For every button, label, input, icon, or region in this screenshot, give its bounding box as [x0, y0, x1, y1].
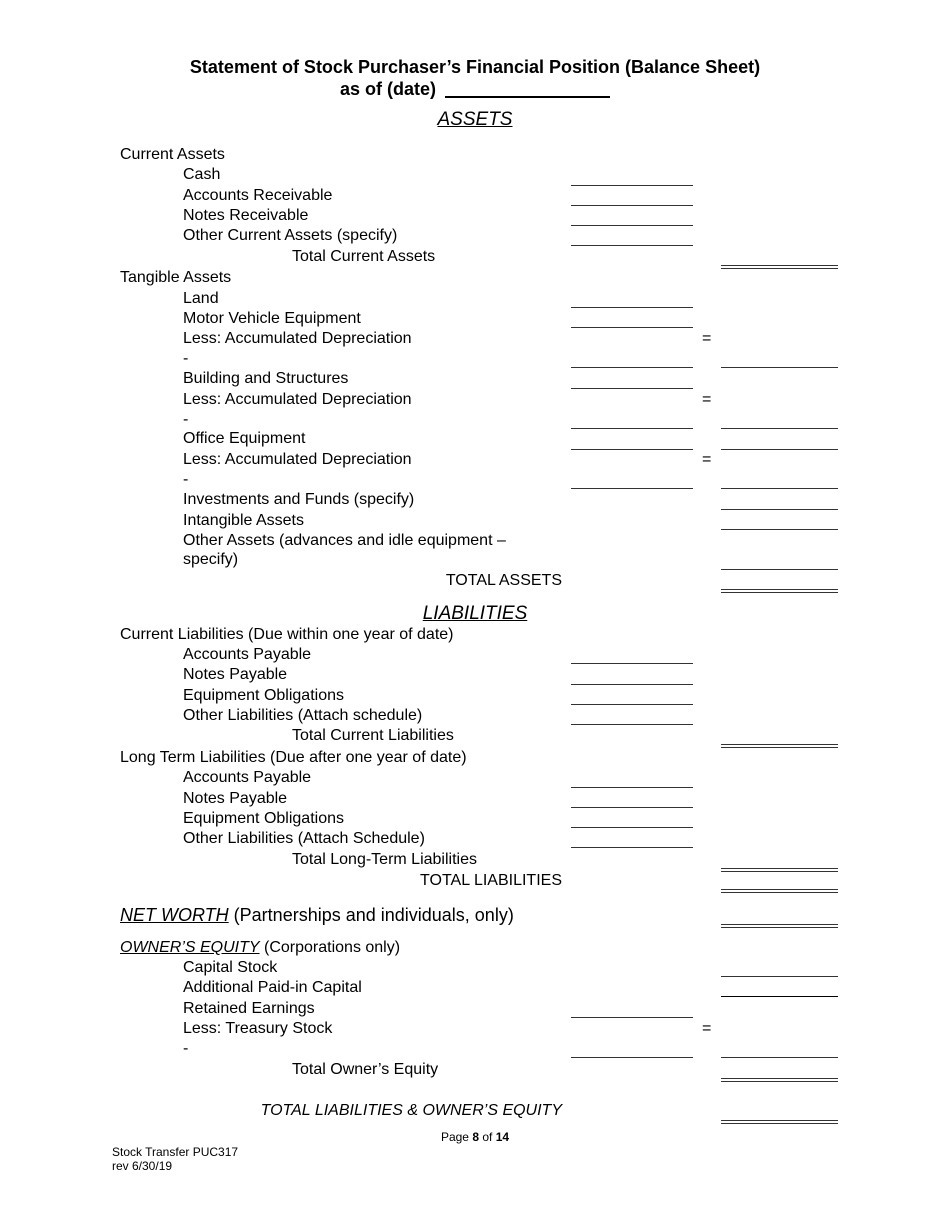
- buildings-net-field[interactable]: [721, 428, 838, 429]
- current-accounts-payable-label: Accounts Payable: [183, 646, 312, 663]
- total-long-term-liabilities-field[interactable]: [721, 868, 838, 872]
- net-worth-note: (Partnerships and individuals, only): [228, 905, 514, 925]
- form-revision: rev 6/30/19: [112, 1159, 173, 1173]
- long-notes-payable-field[interactable]: [571, 807, 693, 808]
- dash: -: [183, 1040, 189, 1057]
- page-number: [0, 1130, 950, 1145]
- notes-receivable-field[interactable]: [571, 225, 693, 226]
- total-long-term-liabilities-label: Total Long-Term Liabilities: [292, 851, 477, 868]
- page-current: 8: [472, 1130, 479, 1144]
- buildings-label: Building and Structures: [183, 370, 349, 387]
- office-equipment-label: Office Equipment: [183, 430, 306, 447]
- intangible-assets-field[interactable]: [721, 529, 838, 530]
- page-prefix: Page: [440, 1130, 473, 1144]
- paid-in-capital-field[interactable]: [721, 996, 838, 997]
- net-worth-field[interactable]: [721, 924, 838, 928]
- equals-sign: =: [702, 1020, 712, 1037]
- retained-earnings-field[interactable]: [571, 1017, 693, 1018]
- long-other-liabilities-label: Other Liabilities (Attach Schedule): [183, 830, 425, 847]
- accounts-receivable-label: Accounts Receivable: [183, 187, 333, 204]
- total-current-liabilities-label: Total Current Liabilities: [292, 727, 454, 744]
- equals-sign: =: [702, 391, 712, 408]
- liabilities-heading: LIABILITIES: [422, 603, 528, 624]
- capital-stock-field[interactable]: [721, 976, 838, 977]
- current-assets-label: Current Assets: [120, 146, 225, 163]
- owners-equity-note: (Corporations only): [259, 939, 401, 956]
- land-field[interactable]: [571, 307, 693, 308]
- owners-equity-row: [120, 938, 400, 958]
- capital-stock-label: Capital Stock: [183, 959, 278, 976]
- motor-vehicle-field[interactable]: [571, 327, 693, 328]
- long-notes-payable-label: Notes Payable: [183, 790, 288, 807]
- owners-equity-label: OWNER’S EQUITY: [120, 939, 260, 956]
- net-worth-label: NET WORTH: [120, 905, 229, 925]
- total-liabilities-equity-label: TOTAL LIABILITIES & OWNER’S EQUITY: [260, 1102, 562, 1119]
- cash-label: Cash: [183, 166, 221, 183]
- treasury-stock-label: Less: Treasury Stock: [183, 1020, 333, 1037]
- total-assets-field[interactable]: [721, 589, 838, 593]
- other-assets-label-cont: specify): [183, 551, 239, 568]
- equals-sign: =: [702, 330, 712, 347]
- motor-vehicle-label: Motor Vehicle Equipment: [183, 310, 361, 327]
- page-total: 14: [495, 1130, 510, 1144]
- total-owners-equity-label: Total Owner’s Equity: [292, 1061, 439, 1078]
- office-equipment-total-field[interactable]: [721, 449, 838, 450]
- long-accounts-payable-field[interactable]: [571, 787, 693, 788]
- office-equipment-field[interactable]: [571, 449, 693, 450]
- total-current-liabilities-field[interactable]: [721, 744, 838, 748]
- equals-sign: =: [702, 451, 712, 468]
- cash-field[interactable]: [571, 185, 693, 186]
- current-liabilities-label: Current Liabilities (Due within one year of date): [120, 626, 454, 643]
- total-liabilities-field[interactable]: [721, 889, 838, 893]
- total-liabilities-equity-field[interactable]: [721, 1120, 838, 1124]
- form-info: [112, 1145, 238, 1173]
- retained-earnings-label: Retained Earnings: [183, 1000, 315, 1017]
- total-current-assets-label: Total Current Assets: [292, 248, 436, 265]
- current-accounts-payable-field[interactable]: [571, 663, 693, 664]
- motor-vehicle-depreciation-field[interactable]: [571, 367, 693, 368]
- other-assets-label: Other Assets (advances and idle equipment –: [183, 532, 506, 549]
- notes-receivable-label: Notes Receivable: [183, 207, 309, 224]
- office-equipment-net-field[interactable]: [721, 488, 838, 489]
- current-other-liabilities-field[interactable]: [571, 724, 693, 725]
- land-label: Land: [183, 290, 219, 307]
- assets-heading: ASSETS: [437, 109, 513, 130]
- current-equipment-obligations-label: Equipment Obligations: [183, 687, 344, 704]
- office-equipment-depreciation-label: Less: Accumulated Depreciation: [183, 451, 412, 468]
- current-notes-payable-field[interactable]: [571, 684, 693, 685]
- total-liabilities-label: TOTAL LIABILITIES: [420, 872, 562, 889]
- current-notes-payable-label: Notes Payable: [183, 666, 288, 683]
- long-accounts-payable-label: Accounts Payable: [183, 769, 312, 786]
- as-of-date-field[interactable]: [445, 96, 610, 98]
- long-equipment-obligations-label: Equipment Obligations: [183, 810, 344, 827]
- total-assets-label: TOTAL ASSETS: [445, 572, 562, 589]
- intangible-assets-label: Intangible Assets: [183, 512, 304, 529]
- total-owners-equity-field[interactable]: [721, 1078, 838, 1082]
- total-current-assets-field[interactable]: [721, 265, 838, 269]
- motor-vehicle-net-field[interactable]: [721, 367, 838, 368]
- dash: -: [183, 411, 189, 428]
- net-worth-row: [120, 904, 514, 926]
- current-equipment-obligations-field[interactable]: [571, 704, 693, 705]
- as-of-date-label: as of (date): [340, 79, 437, 99]
- investments-field[interactable]: [721, 509, 838, 510]
- long-term-liabilities-label: Long Term Liabilities (Due after one year of date): [120, 749, 467, 766]
- office-equipment-depreciation-field[interactable]: [571, 488, 693, 489]
- dash: -: [183, 471, 189, 488]
- buildings-depreciation-field[interactable]: [571, 428, 693, 429]
- form-id: Stock Transfer PUC317: [112, 1145, 239, 1159]
- treasury-net-field[interactable]: [721, 1057, 838, 1058]
- buildings-depreciation-label: Less: Accumulated Depreciation: [183, 391, 412, 408]
- long-other-liabilities-field[interactable]: [571, 847, 693, 848]
- accounts-receivable-field[interactable]: [571, 205, 693, 206]
- buildings-field[interactable]: [571, 388, 693, 389]
- page-title: Statement of Stock Purchaser’s Financial Position (Balance Sheet): [189, 57, 761, 77]
- investments-label: Investments and Funds (specify): [183, 491, 415, 508]
- long-equipment-obligations-field[interactable]: [571, 827, 693, 828]
- paid-in-capital-label: Additional Paid-in Capital: [183, 979, 362, 996]
- other-assets-field[interactable]: [721, 569, 838, 570]
- other-current-assets-label: Other Current Assets (specify): [183, 227, 398, 244]
- treasury-stock-field[interactable]: [571, 1057, 693, 1058]
- tangible-assets-label: Tangible Assets: [120, 269, 232, 286]
- current-other-liabilities-label: Other Liabilities (Attach schedule): [183, 707, 423, 724]
- dash: -: [183, 350, 189, 367]
- motor-vehicle-depreciation-label: Less: Accumulated Depreciation: [183, 330, 412, 347]
- page-of: of: [479, 1130, 496, 1144]
- other-current-assets-field[interactable]: [571, 245, 693, 246]
